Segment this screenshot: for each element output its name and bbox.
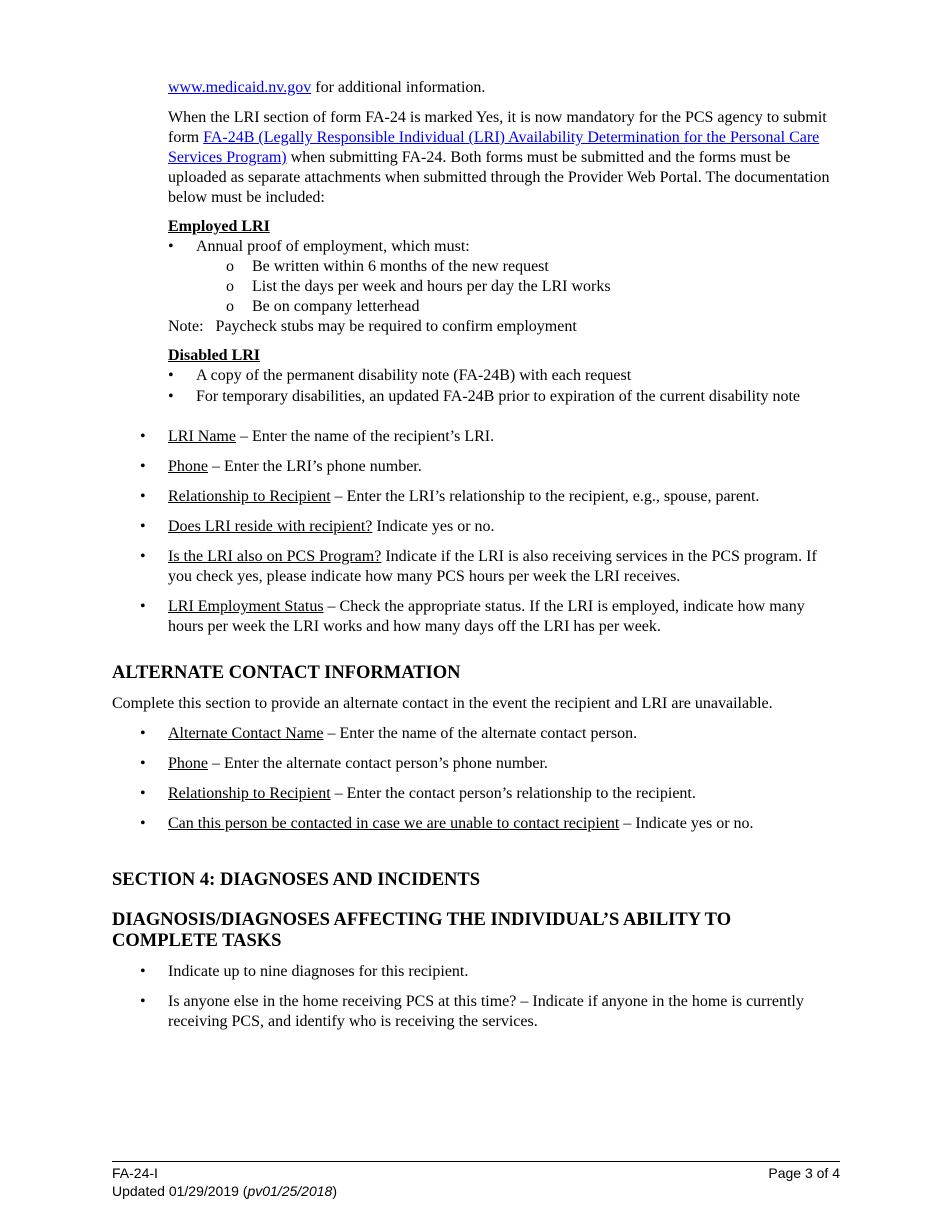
document-body <box>112 78 842 1032</box>
fa-24b-link[interactable]: FA-24B (Legally Responsible Individual (LRI) Availability Determination for the Personal Care Services Program) <box>168 129 820 166</box>
field-label: Alternate Contact Name <box>168 725 324 742</box>
list-item <box>112 962 842 982</box>
updated-prefix: Updated 01/29/2019 ( <box>112 1183 248 1199</box>
field-description: – Enter the name of the recipient’s LRI. <box>235 428 495 445</box>
bullet-icon: • <box>168 367 174 384</box>
alt-contact-list <box>112 724 842 834</box>
field-label: Is the LRI also on PCS Program? <box>168 548 382 565</box>
alt-contact-intro: Complete this section to provide an alternate contact in the event the recipient and LRI are unavailable. <box>112 695 773 712</box>
medicaid-link[interactable]: www.medicaid.nv.gov <box>168 79 312 96</box>
updated-date <box>112 1182 840 1200</box>
previous-version: pv01/25/2018 <box>247 1183 333 1199</box>
page-footer <box>112 1161 840 1200</box>
field-label: Relationship to Recipient <box>168 488 331 505</box>
field-label: Can this person be contacted in case we are unable to contact recipient <box>168 815 620 832</box>
form-number: FA-24-I <box>112 1165 158 1181</box>
field-description: – Indicate yes or no. <box>619 815 754 832</box>
field-label: LRI Name <box>168 428 236 445</box>
lri-paragraph-text-2: when submitting FA-24. Both forms must be submitted and the forms must be uploaded as separate attachments when submitted through the Provider Web Portal. The documentation below must be included: <box>168 149 830 206</box>
disabled-bullet-text: For temporary disabilities, an updated FA-24B prior to expiration of the current disability note <box>196 388 801 405</box>
list-item <box>168 237 842 257</box>
list-item <box>168 277 842 297</box>
bullet-icon: • <box>140 725 146 742</box>
circle-bullet-icon: o <box>226 298 234 315</box>
list-item <box>112 547 842 587</box>
field-description: Indicate yes or no. <box>372 518 495 535</box>
section4-list <box>112 962 842 1032</box>
bullet-icon: • <box>140 993 146 1010</box>
bullet-icon: • <box>140 428 146 445</box>
bullet-icon: • <box>168 388 174 405</box>
field-label: Phone <box>168 458 208 475</box>
list-item <box>168 257 842 277</box>
lri-paragraph-text-1: When the LRI section of form FA-24 is marked Yes, it is now mandatory for the PCS agency to submit form <box>168 109 827 146</box>
list-item <box>112 457 842 477</box>
list-item <box>112 814 842 834</box>
field-label: Does LRI reside with recipient? <box>168 518 373 535</box>
employed-note: Note: Paycheck stubs may be required to confirm employment <box>168 318 577 335</box>
sub-item-text: List the days per week and hours per day the LRI works <box>252 278 611 295</box>
bullet-icon: • <box>140 815 146 832</box>
disabled-lri-block <box>168 346 842 407</box>
field-label: Relationship to Recipient <box>168 785 331 802</box>
employed-lri-block <box>168 217 842 337</box>
list-item <box>112 724 842 744</box>
lri-field-list <box>112 427 842 637</box>
bullet-icon: • <box>140 488 146 505</box>
bullet-icon: • <box>140 785 146 802</box>
field-description: – Check the appropriate status. If the LRI is employed, indicate how many hours per week the LRI works and how many days off the LRI has per week. <box>168 598 805 635</box>
list-item <box>168 387 842 407</box>
field-description: – Enter the alternate contact person’s phone number. <box>208 755 548 772</box>
circle-bullet-icon: o <box>226 278 234 295</box>
field-description: Indicate if the LRI is also receiving services in the PCS program. If you check yes, please indicate how many PCS hours per week the LRI receives. <box>168 548 817 585</box>
disabled-lri-heading: Disabled LRI <box>168 347 261 364</box>
updated-suffix: ) <box>332 1183 337 1199</box>
disabled-bullet-text: A copy of the permanent disability note (FA-24B) with each request <box>196 367 632 384</box>
bullet-icon: • <box>140 755 146 772</box>
list-item-text: Indicate up to nine diagnoses for this recipient. <box>168 963 469 980</box>
bullet-icon: • <box>140 598 146 615</box>
list-item <box>112 597 842 637</box>
bullet-icon: • <box>140 518 146 535</box>
field-description: – Enter the name of the alternate contact person. <box>323 725 638 742</box>
lri-paragraph <box>168 108 842 208</box>
bullet-icon: • <box>140 458 146 475</box>
list-item <box>112 754 842 774</box>
field-label: LRI Employment Status <box>168 598 324 615</box>
field-label: Phone <box>168 755 208 772</box>
list-item <box>168 297 842 317</box>
sub-item-text: Be on company letterhead <box>252 298 420 315</box>
list-item <box>112 992 842 1032</box>
list-item <box>168 366 842 386</box>
field-description: – Enter the contact person’s relationship to the recipient. <box>330 785 696 802</box>
bullet-icon: • <box>168 238 174 255</box>
sub-item-text: Be written within 6 months of the new request <box>252 258 549 275</box>
section4-heading: SECTION 4: DIAGNOSES AND INCIDENTS <box>112 870 481 890</box>
intro-tail: for additional information. <box>311 79 486 96</box>
field-description: – Enter the LRI’s phone number. <box>208 458 422 475</box>
bullet-icon: • <box>140 548 146 565</box>
list-item <box>112 517 842 537</box>
employed-lri-heading: Employed LRI <box>168 218 270 235</box>
section4-subheading: DIAGNOSIS/DIAGNOSES AFFECTING THE INDIVIDUAL’S ABILITY TO COMPLETE TASKS <box>112 910 732 951</box>
field-description: – Enter the LRI’s relationship to the recipient, e.g., spouse, parent. <box>330 488 760 505</box>
list-item <box>112 427 842 447</box>
intro-paragraph <box>168 78 842 98</box>
employed-bullet-text: Annual proof of employment, which must: <box>196 238 470 255</box>
list-item <box>112 784 842 804</box>
list-item-text: Is anyone else in the home receiving PCS at this time? – Indicate if anyone in the home is currently receiving PCS, and identify who is receiving the services. <box>168 993 804 1030</box>
page-number: Page 3 of 4 <box>768 1165 840 1181</box>
bullet-icon: • <box>140 963 146 980</box>
list-item <box>112 487 842 507</box>
circle-bullet-icon: o <box>226 258 234 275</box>
alt-contact-heading: ALTERNATE CONTACT INFORMATION <box>112 663 461 683</box>
